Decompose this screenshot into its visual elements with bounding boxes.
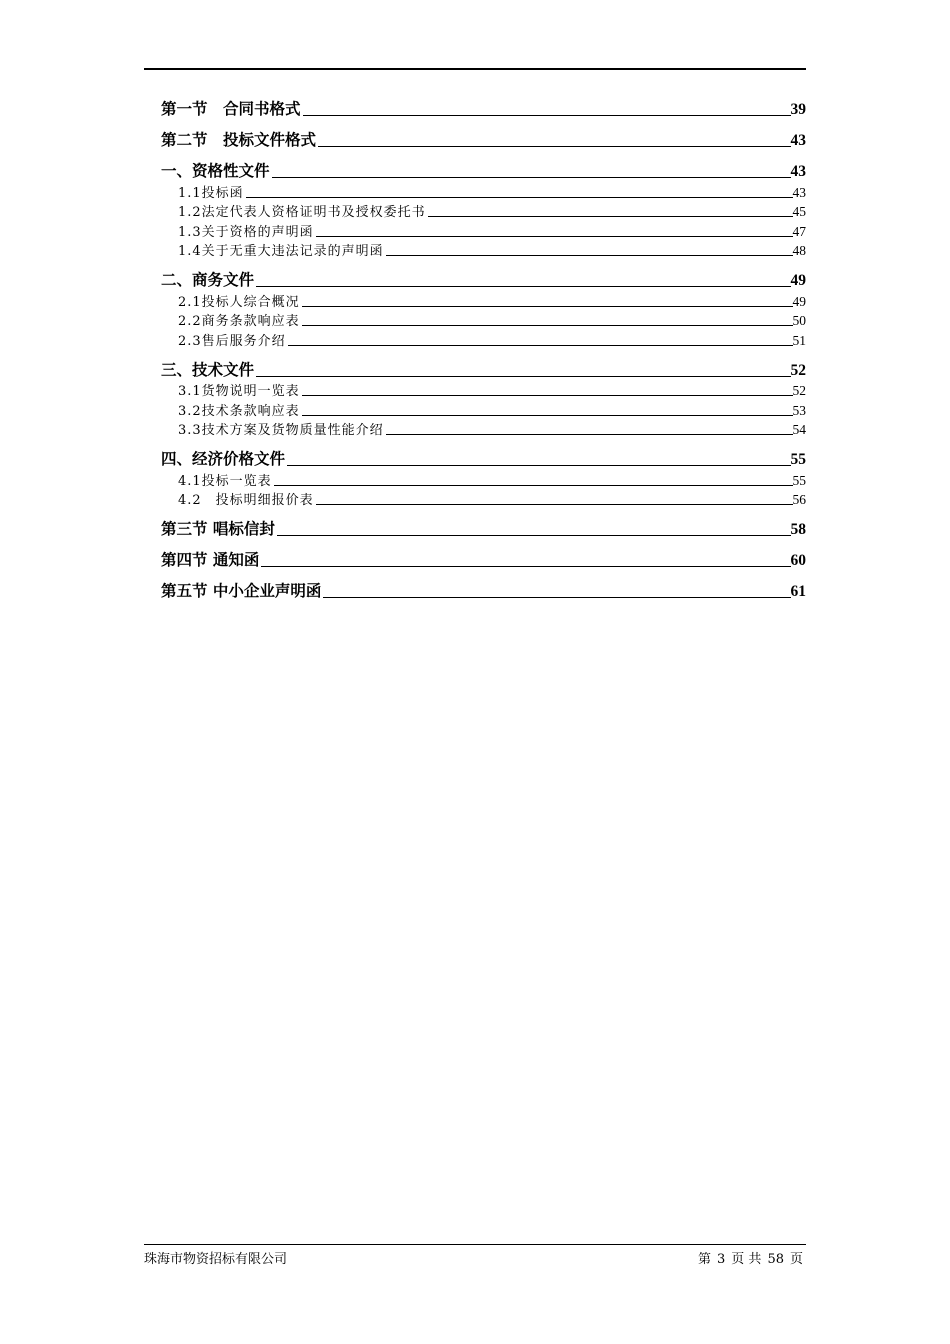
toc-page-number: 54 (792, 422, 806, 437)
toc-label: 二、商务文件 (161, 270, 255, 289)
toc-leader (302, 395, 793, 396)
toc-label: 第三节 唱标信封 (161, 519, 275, 538)
toc-label: 1.3关于资格的声明函 (178, 224, 314, 240)
footer-page-total: 58 (767, 1252, 784, 1267)
toc-page-number: 43 (792, 184, 806, 200)
toc-page-number: 49 (792, 293, 806, 309)
toc-leader (428, 216, 793, 217)
toc-page-number: 49 (790, 272, 806, 289)
toc-leader (277, 535, 791, 536)
toc-label: 第二节 投标文件格式 (161, 130, 317, 149)
toc-leader (288, 345, 793, 346)
toc-entry[interactable] (161, 119, 806, 150)
toc-leader (303, 115, 791, 116)
toc-label: 1.4关于无重大违法记录的声明函 (178, 244, 384, 259)
toc-label: 3.3技术方案及货物质量性能介绍 (178, 423, 384, 438)
toc-entry[interactable] (161, 88, 806, 119)
toc-leader (386, 255, 793, 256)
toc-leader (323, 597, 790, 598)
toc-page-number: 55 (792, 472, 806, 488)
toc-page-number: 58 (790, 521, 806, 538)
toc-page-number: 51 (792, 332, 806, 348)
toc-entry[interactable] (161, 489, 806, 509)
toc-entry[interactable] (161, 399, 806, 419)
toc-leader (316, 236, 793, 237)
toc-leader (287, 465, 790, 466)
toc-page-number: 45 (792, 204, 806, 219)
toc-page-number: 47 (792, 223, 806, 239)
toc-entry[interactable] (161, 469, 806, 489)
toc-page-number: 52 (792, 383, 806, 398)
toc-label: 4.2 投标明细报价表 (178, 493, 314, 508)
footer-page-indicator (695, 1248, 806, 1267)
table-of-contents (161, 88, 806, 601)
toc-entry[interactable] (161, 259, 806, 290)
header-rule (144, 68, 806, 70)
toc-leader (386, 434, 793, 435)
toc-page-number: 48 (792, 243, 806, 258)
footer-page-prefix: 第 (698, 1252, 712, 1267)
footer-page-suffix: 页 (789, 1252, 803, 1267)
toc-leader (302, 415, 793, 416)
toc-leader (272, 177, 791, 178)
toc-leader (261, 566, 790, 567)
toc-page-number: 55 (790, 451, 806, 468)
toc-entry[interactable] (161, 310, 806, 330)
toc-leader (302, 306, 793, 307)
toc-leader (256, 376, 790, 377)
toc-label: 四、经济价格文件 (161, 449, 286, 468)
toc-entry[interactable] (161, 380, 806, 400)
toc-page-number: 43 (790, 132, 806, 149)
footer-company: 珠海市物资招标有限公司 (144, 1252, 288, 1267)
toc-leader (316, 504, 793, 505)
toc-label: 一、资格性文件 (161, 161, 270, 180)
toc-page-number: 61 (790, 583, 806, 600)
toc-leader (274, 485, 793, 486)
toc-label: 4.1投标一览表 (178, 473, 272, 489)
toc-label: 2.2商务条款响应表 (178, 314, 300, 329)
toc-label: 三、技术文件 (161, 359, 255, 379)
toc-entry[interactable] (161, 220, 806, 240)
toc-page-number: 43 (790, 163, 806, 180)
toc-label: 2.1投标人综合概况 (178, 294, 300, 310)
toc-entry[interactable] (161, 570, 806, 601)
toc-label: 1.2法定代表人资格证明书及授权委托书 (178, 205, 426, 220)
toc-label: 1.1投标函 (178, 185, 244, 201)
toc-leader (302, 325, 793, 326)
toc-entry[interactable] (161, 150, 806, 181)
toc-label: 3.1货物说明一览表 (178, 384, 300, 399)
toc-label: 2.3售后服务介绍 (178, 333, 286, 349)
toc-leader (318, 146, 790, 147)
toc-page-number: 56 (792, 492, 806, 507)
toc-leader (256, 286, 790, 287)
toc-entry[interactable] (161, 329, 806, 349)
footer-page-current: 3 (717, 1252, 726, 1267)
toc-page-number: 60 (790, 552, 806, 569)
toc-label: 第四节 通知函 (161, 550, 260, 569)
toc-entry[interactable] (161, 539, 806, 570)
toc-entry[interactable] (161, 438, 806, 469)
toc-page-number: 39 (790, 101, 806, 118)
toc-entry[interactable] (161, 419, 806, 439)
toc-entry[interactable] (161, 240, 806, 260)
toc-leader (246, 197, 793, 198)
toc-entry[interactable] (161, 508, 806, 539)
toc-entry[interactable] (161, 349, 806, 380)
toc-entry[interactable] (161, 201, 806, 221)
toc-label: 第五节 中小企业声明函 (161, 581, 322, 600)
toc-entry[interactable] (161, 181, 806, 201)
footer-page-mid: 页 共 (731, 1252, 762, 1267)
footer-rule (144, 1244, 806, 1245)
toc-page-number: 50 (792, 313, 806, 328)
toc-label: 第一节 合同书格式 (161, 99, 301, 118)
toc-page-number: 52 (790, 361, 806, 379)
toc-entry[interactable] (161, 290, 806, 310)
toc-label: 3.2技术条款响应表 (178, 403, 300, 419)
page-footer (144, 1248, 806, 1267)
toc-page-number: 53 (792, 402, 806, 418)
